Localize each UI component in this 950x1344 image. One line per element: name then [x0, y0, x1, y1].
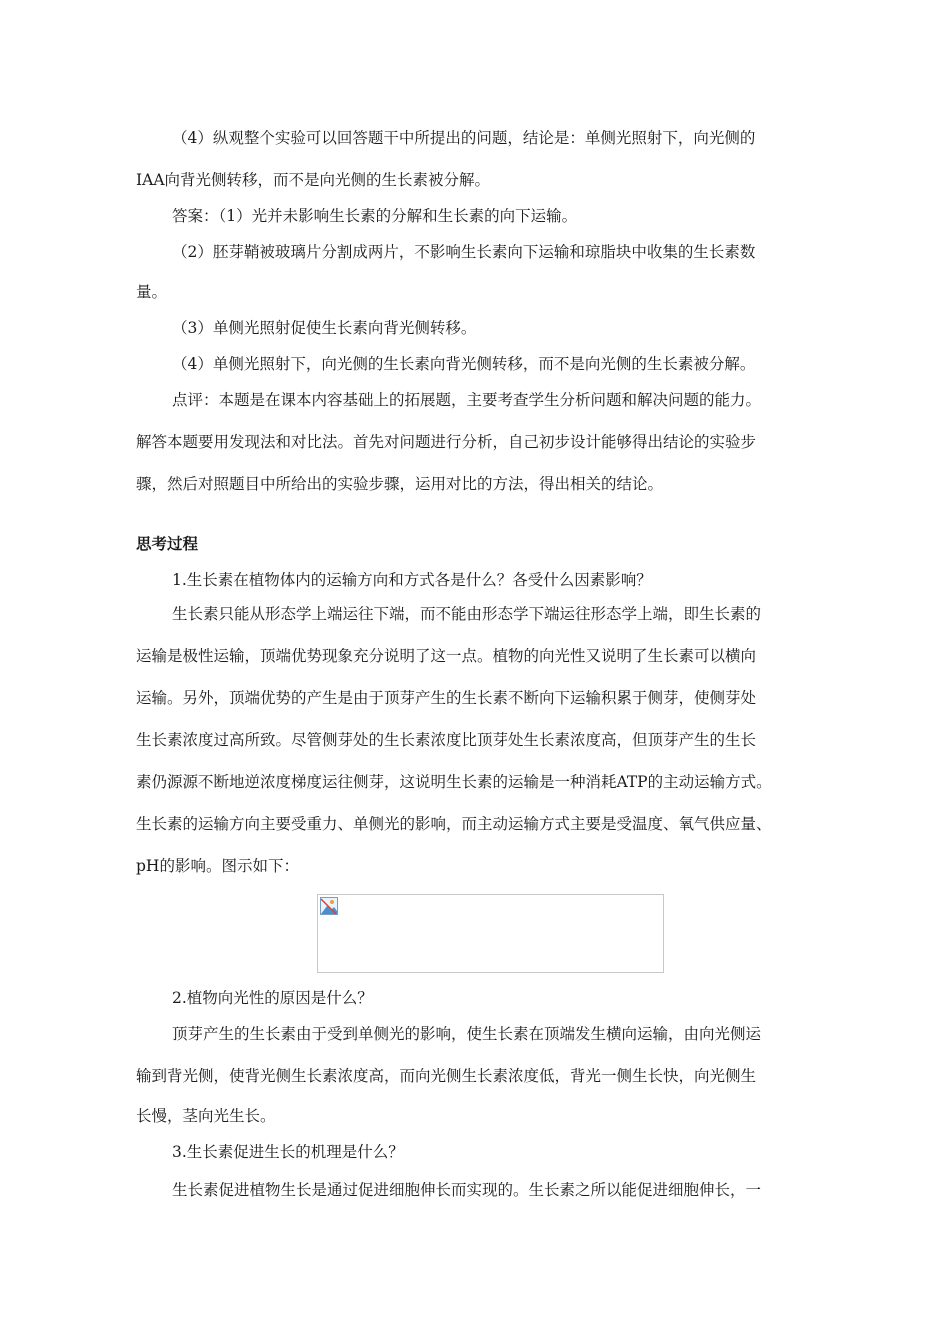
figure-placeholder — [317, 894, 664, 973]
comment-line: 骤，然后对照题目中所给出的实验步骤，运用对比的方法，得出相关的结论。 — [136, 475, 664, 493]
paragraph-line: 生长素浓度过高所致。尽管侧芽处的生长素浓度比顶芽处生长素浓度高，但顶芽产生的生长 — [136, 731, 757, 749]
answer-line: （3）单侧光照射促使生长素向背光侧转移。 — [172, 319, 477, 337]
paragraph-line: 输到背光侧，使背光侧生长素浓度高，而向光侧生长素浓度低，背光一侧生长快，向光侧生 — [136, 1067, 757, 1085]
answer-line: 量。 — [136, 283, 168, 301]
paragraph-line: 生长素的运输方向主要受重力、单侧光的影响，而主动运输方式主要是受温度、氧气供应量、 — [136, 815, 772, 833]
paragraph-line: 生长素促进植物生长是通过促进细胞伸长而实现的。生长素之所以能促进细胞伸长，一 — [172, 1181, 762, 1199]
paragraph-line: 顶芽产生的生长素由于受到单侧光的影响，使生长素在顶端发生横向运输，由向光侧运 — [172, 1025, 762, 1043]
question-line: 1.生长素在植物体内的运输方向和方式各是什么？各受什么因素影响？ — [172, 571, 652, 589]
paragraph-line: 生长素只能从形态学上端运往下端，而不能由形态学下端运往形态学上端，即生长素的 — [172, 605, 762, 623]
paragraph-line: 运输。另外，顶端优势的产生是由于顶芽产生的生长素不断向下运输积累于侧芽，使侧芽处 — [136, 689, 757, 707]
paragraph-line: pH的影响。图示如下： — [136, 857, 299, 875]
answer-line: （2）胚芽鞘被玻璃片分割成两片，不影响生长素向下运输和琼脂块中收集的生长素数 — [172, 243, 756, 261]
broken-image-icon — [320, 897, 338, 915]
question-line: 3.生长素促进生长的机理是什么？ — [172, 1143, 404, 1161]
comment-line: 点评：本题是在课本内容基础上的拓展题，主要考查学生分析问题和解决问题的能力。 — [172, 391, 762, 409]
answer-line: 答案：（1）光并未影响生长素的分解和生长素的向下运输。 — [172, 207, 578, 225]
comment-line: 解答本题要用发现法和对比法。首先对问题进行分析，自己初步设计能够得出结论的实验步 — [136, 433, 757, 451]
section-heading: 思考过程 — [136, 535, 199, 553]
paragraph-line: （4）纵观整个实验可以回答题干中所提出的问题，结论是：单侧光照射下，向光侧的 — [172, 129, 756, 147]
paragraph-line: 运输是极性运输，顶端优势现象充分说明了这一点。植物的向光性又说明了生长素可以横向 — [136, 647, 757, 665]
paragraph-line: 素仍源源不断地逆浓度梯度运往侧芽，这说明生长素的运输是一种消耗ATP的主动运输方式。 — [136, 773, 772, 791]
question-line: 2.植物向光性的原因是什么？ — [172, 989, 373, 1007]
paragraph-line: 长慢，茎向光生长。 — [136, 1107, 276, 1125]
paragraph-line: IAA向背光侧转移，而不是向光侧的生长素被分解。 — [136, 171, 491, 189]
answer-line: （4）单侧光照射下，向光侧的生长素向背光侧转移，而不是向光侧的生长素被分解。 — [172, 355, 756, 373]
